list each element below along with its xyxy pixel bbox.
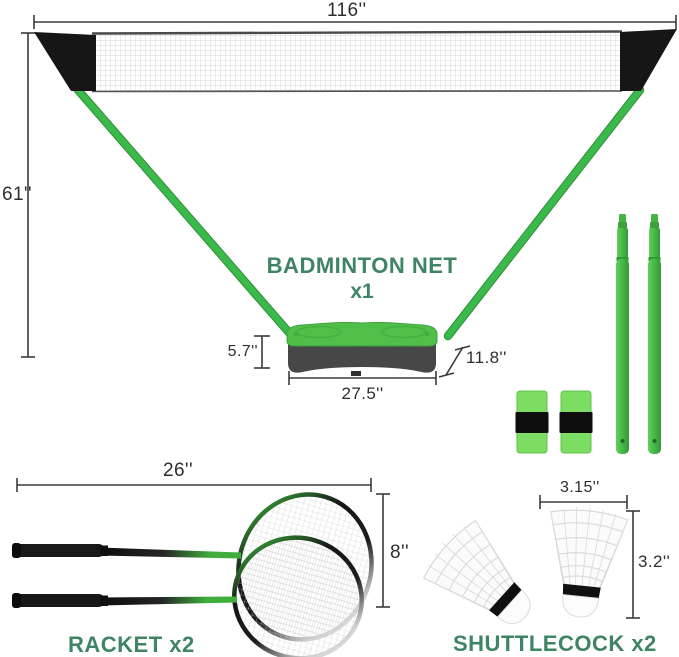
dimension-line-racket-head-width — [376, 494, 390, 607]
net-title-label: BADMINTON NET — [266, 253, 458, 278]
dimension-line-shuttlecock-width — [540, 495, 627, 509]
net-quantity-label: x1 — [350, 280, 374, 303]
racket-length-dimension-label: 26'' — [163, 460, 193, 481]
shuttlecock-width-dimension-label: 3.15'' — [560, 479, 600, 496]
grip-wrap-left — [516, 391, 549, 453]
net-width-dimension-label: 116'' — [327, 0, 367, 21]
base-height-dimension-label: 5.7'' — [227, 343, 258, 360]
telescopic-pole-right — [648, 214, 661, 454]
shuttlecock-section-label: SHUTTLECOCK x2 — [453, 631, 657, 656]
racket-section-label: RACKET x2 — [68, 632, 195, 657]
racket-head-width-dimension-label: 8'' — [390, 542, 410, 563]
shuttlecock-upright — [540, 503, 629, 621]
base-width-dimension-label: 27.5'' — [341, 384, 384, 403]
base-depth-dimension-label: 11.8'' — [466, 348, 507, 367]
shuttlecock-height-dimension-label: 3.2'' — [638, 552, 671, 571]
dimension-line-base-width — [289, 371, 436, 385]
telescopic-pole-left — [616, 214, 629, 454]
net-height-dimension-label: 61'' — [2, 184, 32, 205]
dimension-line-racket-length — [17, 478, 371, 492]
shuttlecock-tilted — [417, 514, 551, 646]
net-base — [287, 323, 437, 377]
grip-wrap-right — [560, 391, 593, 453]
